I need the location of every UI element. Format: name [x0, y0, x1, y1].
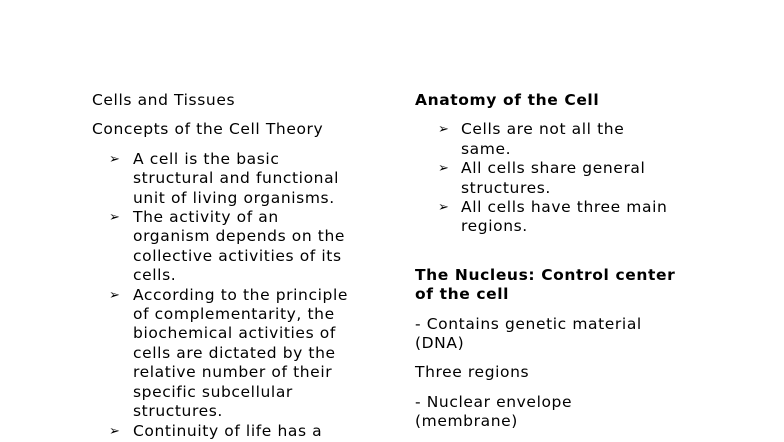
anatomy-heading: Anatomy of the Cell — [415, 91, 600, 109]
anatomy-list — [415, 120, 715, 236]
list-item: ➢ Cells are not all the same. — [438, 120, 625, 158]
list-item: ➢ All cells share general structures. — [438, 159, 646, 197]
cell-theory-list — [92, 150, 382, 441]
list-item: ➢ Continuity of life has a — [109, 421, 323, 440]
right-column — [415, 91, 715, 442]
arrow-bullet-icon: ➢ — [438, 122, 450, 138]
three-regions-text: Three regions — [415, 363, 530, 382]
section-heading: Cells and Tissues — [92, 91, 236, 109]
nucleus-heading: The Nucleus: Control center of the cell — [415, 265, 676, 304]
arrow-bullet-icon: ➢ — [438, 200, 450, 216]
list-item: ➢ According to the principle of complementarity, the biochemical activities of cells are dictated by the relative number of their specific subcellular structures. — [109, 285, 348, 421]
list-item: ➢ The activity of an organism depends on the collective activities of its cells. — [109, 208, 346, 285]
arrow-bullet-icon: ➢ — [438, 161, 450, 177]
arrow-bullet-icon: ➢ — [109, 151, 121, 167]
section-subheading: Concepts of the Cell Theory — [92, 120, 324, 139]
list-item: ➢ A cell is the basic structural and functional unit of living organisms. — [109, 149, 340, 207]
arrow-bullet-icon: ➢ — [109, 287, 121, 303]
nuclear-envelope-text: - Nuclear envelope (membrane) — [415, 392, 573, 431]
genetic-material-text: - Contains genetic material (DNA) — [415, 314, 642, 353]
list-item: ➢ All cells have three main regions. — [438, 198, 668, 236]
left-column — [92, 91, 382, 441]
arrow-bullet-icon: ➢ — [109, 423, 121, 439]
arrow-bullet-icon: ➢ — [109, 210, 121, 226]
